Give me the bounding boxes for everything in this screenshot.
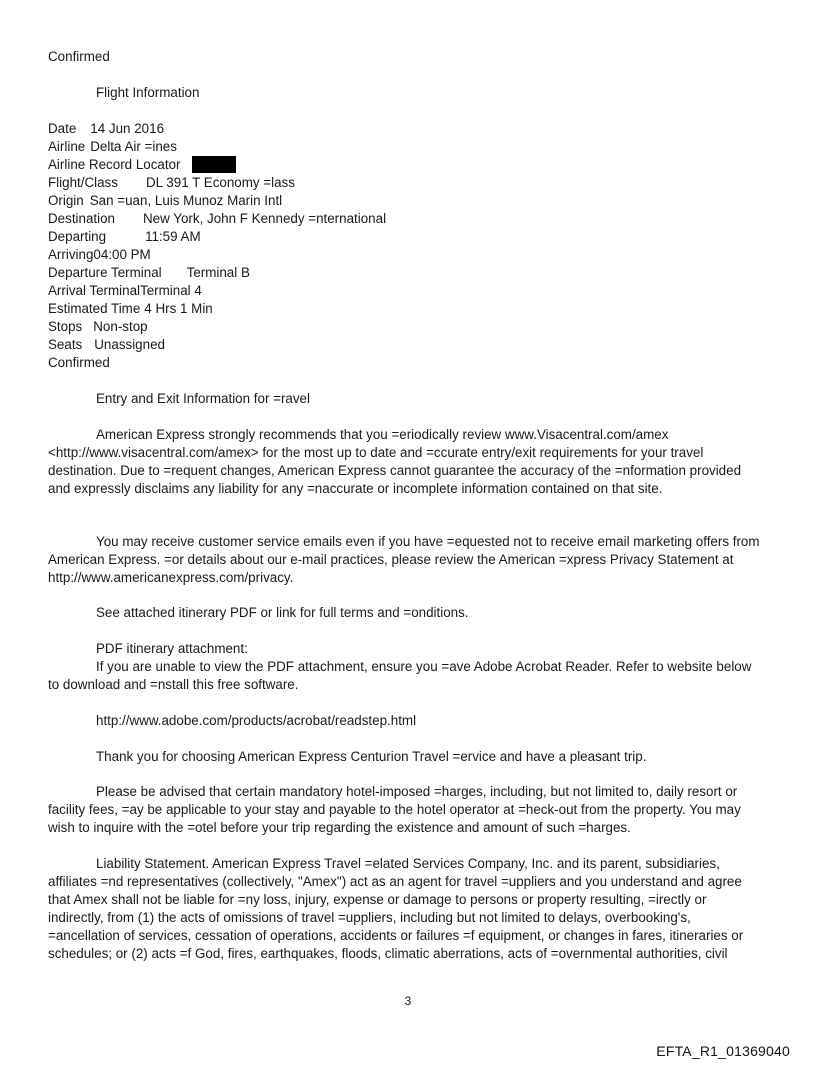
hotel-line: wish to inquire with the =otel before your trip regarding the existence and amount of such =harges. bbox=[48, 820, 631, 835]
airline-label: Airline bbox=[48, 139, 86, 154]
pdf-paragraph bbox=[48, 658, 778, 694]
seats-label: Seats bbox=[48, 337, 83, 352]
date-value: 14 Jun 2016 bbox=[90, 121, 165, 136]
flight-class-value: DL 391 T Economy =lass bbox=[145, 175, 295, 190]
departure-terminal-label: Departure Terminal bbox=[48, 265, 162, 280]
hotel-charges-paragraph bbox=[48, 783, 778, 837]
liability-line: indirectly, from (1) the acts of omissions of travel =uppliers, including but not limited to delays, overbooking's, bbox=[48, 910, 691, 925]
departing-row bbox=[48, 228, 201, 246]
airline-row bbox=[48, 138, 177, 156]
seats-value: Unassigned bbox=[94, 337, 165, 352]
record-locator-row bbox=[48, 156, 236, 174]
flight-class-label: Flight/Class bbox=[48, 175, 118, 190]
liability-line: Liability Statement. American Express Travel =elated Services Company, Inc. and its parent, subsidiaries, bbox=[96, 856, 720, 871]
entry-line: American Express strongly recommends that you =eriodically review www.Visacentral.com/amex bbox=[96, 427, 669, 442]
arrival-terminal-row bbox=[48, 282, 202, 300]
flight-class-row bbox=[48, 174, 295, 192]
stops-row bbox=[48, 318, 148, 336]
arriving-value: 04:00 PM bbox=[93, 247, 151, 262]
entry-line: destination. Due to =requent changes, American Express cannot guarantee the accuracy of the =nformation provided bbox=[48, 463, 742, 478]
hotel-line: facility fees, =ay be applicable to your stay and payable to the hotel operator at =heck-out from the property. You may bbox=[48, 802, 741, 817]
email-line: You may receive customer service emails even if you have =equested not to receive email marketing offers from bbox=[96, 534, 760, 549]
destination-value: New York, John F Kennedy =nternational bbox=[143, 211, 387, 226]
departing-label: Departing bbox=[48, 229, 107, 244]
flight-status: Confirmed bbox=[48, 355, 110, 370]
page-number: 3 bbox=[404, 994, 412, 1008]
liability-line: =ancellation of services, cessation of operations, accidents or failures =f equipment, or changes in fares, itineraries or bbox=[48, 928, 744, 943]
departing-value: 11:59 AM bbox=[145, 229, 201, 244]
liability-line: affiliates =nd representatives (collectively, "Amex") act as an agent for travel =uppliers and you understand and agree bbox=[48, 874, 742, 889]
bates-stamp: EFTA_R1_01369040 bbox=[656, 1043, 790, 1059]
pdf-line: to download and =nstall this free software. bbox=[48, 677, 299, 692]
departure-terminal-value: Terminal B bbox=[186, 265, 250, 280]
hotel-line: Please be advised that certain mandatory hotel-imposed =harges, including, but not limited to, daily resort or bbox=[96, 784, 738, 799]
stops-value: Non-stop bbox=[93, 319, 148, 334]
destination-label: Destination bbox=[48, 211, 115, 226]
entry-line: and expressly disclaims any liability for any =naccurate or incomplete information contained on that site. bbox=[48, 481, 663, 496]
attached-terms-text: See attached itinerary PDF or link for full terms and =onditions. bbox=[96, 605, 469, 620]
arrival-terminal-label: Arrival Terminal bbox=[48, 283, 141, 298]
pdf-attachment-heading: PDF itinerary attachment: bbox=[96, 641, 248, 656]
origin-value: San =uan, Luis Munoz Marin Intl bbox=[89, 193, 283, 208]
entry-exit-heading: Entry and Exit Information for =ravel bbox=[96, 391, 310, 406]
email-line: American Express. =or details about our e-mail practices, please review the American =xpress Privacy Statement at bbox=[48, 552, 734, 567]
liability-line: that Amex shall not be liable for =ny loss, injury, expense or damage to persons or property resulting, =irectly or bbox=[48, 892, 707, 907]
departure-terminal-row bbox=[48, 264, 250, 282]
email-paragraph bbox=[48, 533, 778, 587]
liability-paragraph bbox=[48, 855, 778, 963]
entry-exit-paragraph bbox=[48, 426, 778, 498]
liability-line: schedules; or (2) acts =f God, fires, earthquakes, floods, climatic aberrations, acts of =overnmental authorities, civil bbox=[48, 946, 728, 961]
pdf-line: If you are unable to view the PDF attachment, ensure you =ave Adobe Acrobat Reader. Refer to website below bbox=[96, 659, 752, 674]
status-confirmed-top: Confirmed bbox=[48, 49, 110, 64]
estimated-time-value: 4 Hrs 1 Min bbox=[144, 301, 213, 316]
arriving-row bbox=[48, 246, 151, 264]
thank-you-text: Thank you for choosing American Express Centurion Travel =ervice and have a pleasant trip. bbox=[96, 749, 647, 764]
record-locator-label: Airline Record Locator bbox=[48, 157, 181, 172]
email-line: http://www.americanexpress.com/privacy. bbox=[48, 570, 294, 585]
stops-label: Stops bbox=[48, 319, 83, 334]
origin-label: Origin bbox=[48, 193, 84, 208]
arrival-terminal-value: Terminal 4 bbox=[140, 283, 202, 298]
estimated-time-label: Estimated Time bbox=[48, 301, 141, 316]
flight-info-heading: Flight Information bbox=[96, 85, 200, 100]
entry-line: <http://www.visacentral.com/amex> for the most up to date and =ccurate entry/exit requirements for your travel bbox=[48, 445, 704, 460]
destination-row bbox=[48, 210, 386, 228]
seats-row bbox=[48, 336, 165, 354]
arriving-label: Arriving bbox=[48, 247, 94, 262]
origin-row bbox=[48, 192, 282, 210]
estimated-time-row bbox=[48, 300, 213, 318]
adobe-link[interactable]: http://www.adobe.com/products/acrobat/readstep.html bbox=[96, 713, 417, 728]
airline-value: Delta Air =ines bbox=[90, 139, 177, 154]
flight-date-row bbox=[48, 120, 164, 138]
redaction-box bbox=[192, 156, 236, 173]
date-label: Date bbox=[48, 121, 77, 136]
